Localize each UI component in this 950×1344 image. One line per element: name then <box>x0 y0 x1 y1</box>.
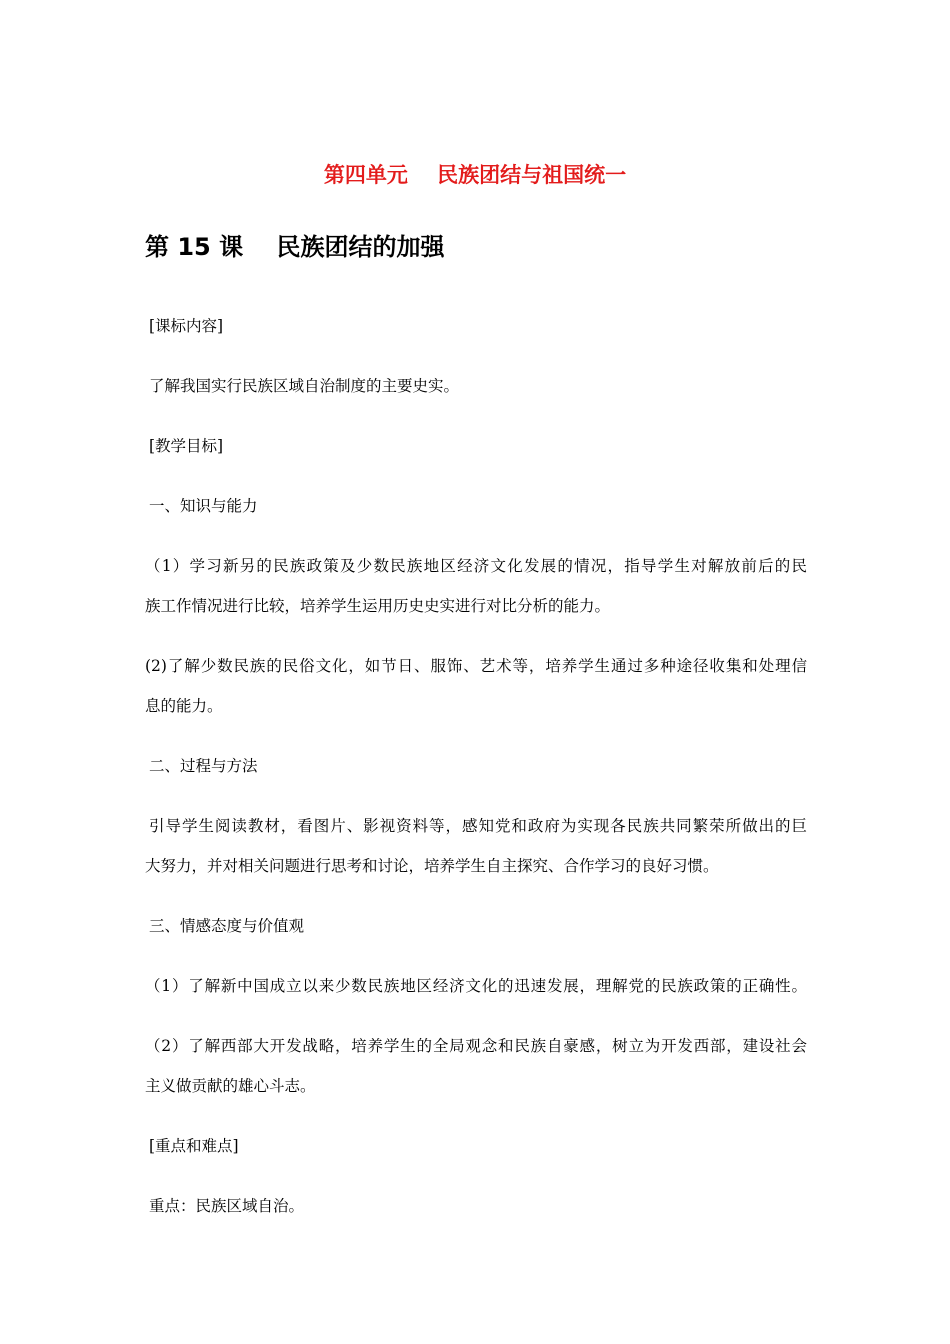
heading-attitude-values: 三、情感态度与价值观 <box>149 917 305 935</box>
goal-3-1: （1）了解新中国成立以来少数民族地区经济文化的迅速发展，理解党的民族政策的正确性。 <box>145 977 807 995</box>
goal-3-2-line-1: （2）了解西部大开发战略，培养学生的全局观念和民族自豪感，树立为开发西部，建设社会 <box>145 1037 807 1055</box>
process-line-1: 引导学生阅读教材，看图片、影视资料等，感知党和政府为实现各民族共同繁荣所做出的巨 <box>149 817 807 835</box>
heading-knowledge-ability: 一、知识与能力 <box>149 497 258 515</box>
unit-title: 第四单元 民族团结与祖国统一 <box>323 163 627 187</box>
goal-1-1-line-2: 族工作情况进行比较，培养学生运用历史史实进行对比分析的能力。 <box>145 597 611 615</box>
curriculum-text: 了解我国实行民族区域自治制度的主要史实。 <box>149 377 460 395</box>
lesson-title: 第 15 课 民族团结的加强 <box>145 233 445 261</box>
process-line-2: 大努力，并对相关问题进行思考和讨论，培养学生自主探究、合作学习的良好习惯。 <box>145 857 719 875</box>
section-goals-heading: [教学目标] <box>149 437 224 455</box>
section-curriculum-heading: [课标内容] <box>149 317 224 335</box>
goal-1-2-line-2: 息的能力。 <box>145 697 223 715</box>
key-point-text: 重点：民族区域自治。 <box>149 1197 305 1215</box>
section-key-heading: [重点和难点] <box>149 1137 239 1155</box>
goal-1-1-line-1: （1）学习新另的民族政策及少数民族地区经济文化发展的情况，指导学生对解放前后的民 <box>145 557 807 575</box>
goal-1-2-line-1: (2)了解少数民族的民俗文化，如节日、服饰、艺术等，培养学生通过多种途径收集和处理信 <box>145 657 807 675</box>
heading-process-method: 二、过程与方法 <box>149 757 258 775</box>
goal-3-2-line-2: 主义做贡献的雄心斗志。 <box>145 1077 316 1095</box>
